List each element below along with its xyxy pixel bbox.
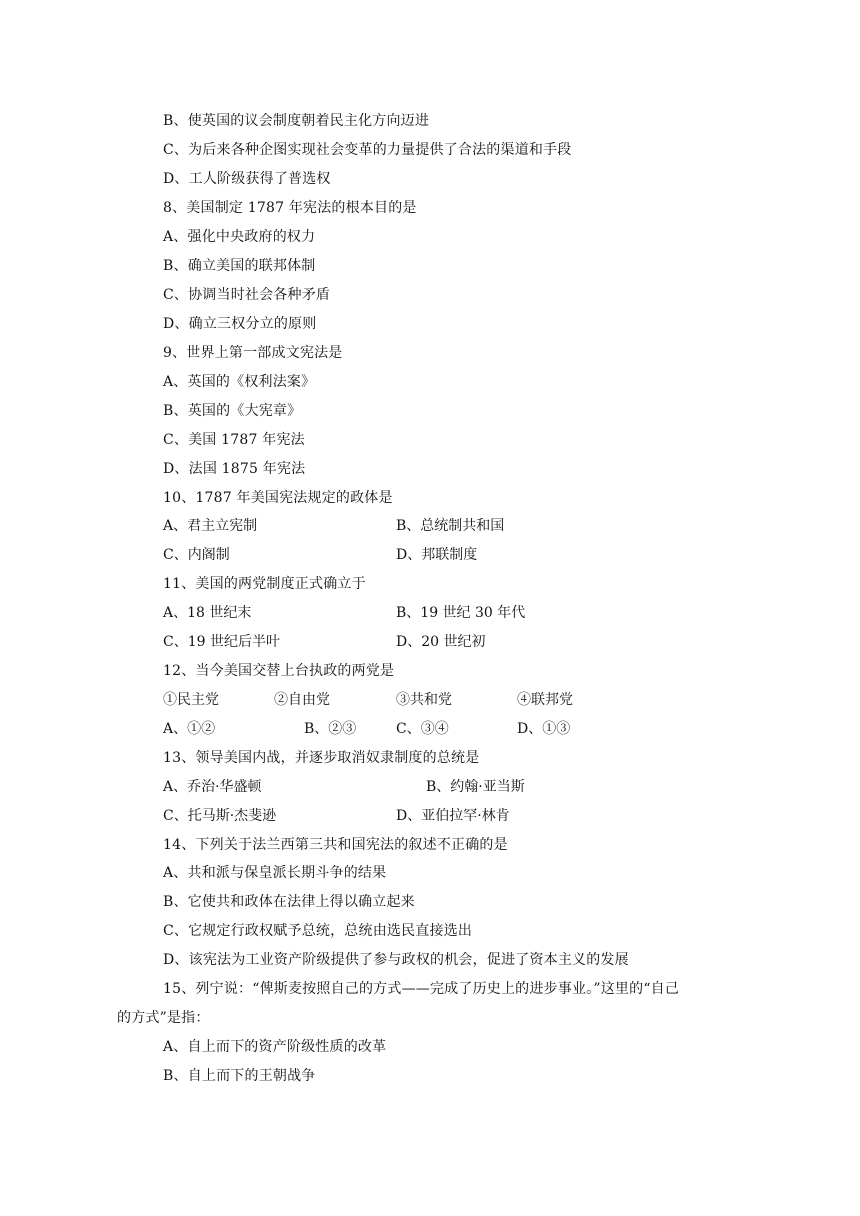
option-line: D、工人阶级获得了普选权 <box>163 171 331 187</box>
option-c: C、19 世纪后半叶 <box>163 634 280 650</box>
option-c: C、③④ <box>396 721 449 737</box>
question-12: 12、当今美国交替上台执政的两党是 <box>163 663 395 679</box>
question-11: 11、美国的两党制度正式确立于 <box>163 576 366 592</box>
option-d: D、亚伯拉罕·林肯 <box>396 808 510 824</box>
option-a: A、君主立宪制 <box>163 518 258 534</box>
option-c: C、内阁制 <box>163 547 230 563</box>
option-line: B、它使共和政体在法律上得以确立起来 <box>163 894 415 910</box>
option-line: D、法国 1875 年宪法 <box>163 461 306 477</box>
option-d: D、①③ <box>517 721 571 737</box>
option-b: B、约翰·亚当斯 <box>426 779 525 795</box>
option-line: C、协调当时社会各种矛盾 <box>163 287 331 303</box>
option-line: A、强化中央政府的权力 <box>163 229 316 245</box>
question-14: 14、下列关于法兰西第三共和国宪法的叙述不正确的是 <box>163 837 508 853</box>
option-line: D、确立三权分立的原则 <box>163 316 317 332</box>
option-line: B、英国的《大宪章》 <box>163 403 302 419</box>
option-line: C、为后来各种企图实现社会变革的力量提供了合法的渠道和手段 <box>163 142 572 158</box>
option-line: A、英国的《权利法案》 <box>163 374 316 390</box>
option-b: B、总统制共和国 <box>396 518 505 534</box>
question-13: 13、领导美国内战，并逐步取消奴隶制度的总统是 <box>163 750 480 766</box>
option-line: C、它规定行政权赋予总统，总统由选民直接选出 <box>163 923 473 939</box>
choice-1: ①民主党 <box>163 692 219 708</box>
option-line: B、确立美国的联邦体制 <box>163 258 316 274</box>
option-a: A、乔治·华盛顿 <box>163 779 262 795</box>
question-8: 8、美国制定 1787 年宪法的根本目的是 <box>163 200 417 216</box>
option-d: D、邦联制度 <box>396 547 478 563</box>
question-9: 9、世界上第一部成文宪法是 <box>163 345 343 361</box>
option-line: A、自上而下的资产阶级性质的改革 <box>163 1039 387 1055</box>
option-a: A、①② <box>163 721 216 737</box>
option-line: A、共和派与保皇派长期斗争的结果 <box>163 865 387 881</box>
option-line: C、美国 1787 年宪法 <box>163 432 305 448</box>
option-b: B、②③ <box>304 721 357 737</box>
option-line: D、该宪法为工业资产阶级提供了参与政权的机会，促进了资本主义的发展 <box>163 952 629 968</box>
question-15-continued: 的方式”是指： <box>117 1010 210 1026</box>
choice-3: ③共和党 <box>396 692 452 708</box>
option-a: A、18 世纪末 <box>163 605 252 621</box>
question-10: 10、1787 年美国宪法规定的政体是 <box>163 490 393 506</box>
choice-2: ②自由党 <box>274 692 330 708</box>
option-line: B、使英国的议会制度朝着民主化方向迈进 <box>163 113 430 129</box>
option-d: D、20 世纪初 <box>396 634 486 650</box>
question-15: 15、列宁说：“俾斯麦按照自己的方式——完成了历史上的进步事业。”这里的“自己 <box>163 981 680 997</box>
option-c: C、托马斯·杰斐逊 <box>163 808 277 824</box>
option-line: B、自上而下的王朝战争 <box>163 1068 316 1084</box>
choice-4: ④联邦党 <box>517 692 573 708</box>
option-b: B、19 世纪 30 年代 <box>396 605 526 621</box>
